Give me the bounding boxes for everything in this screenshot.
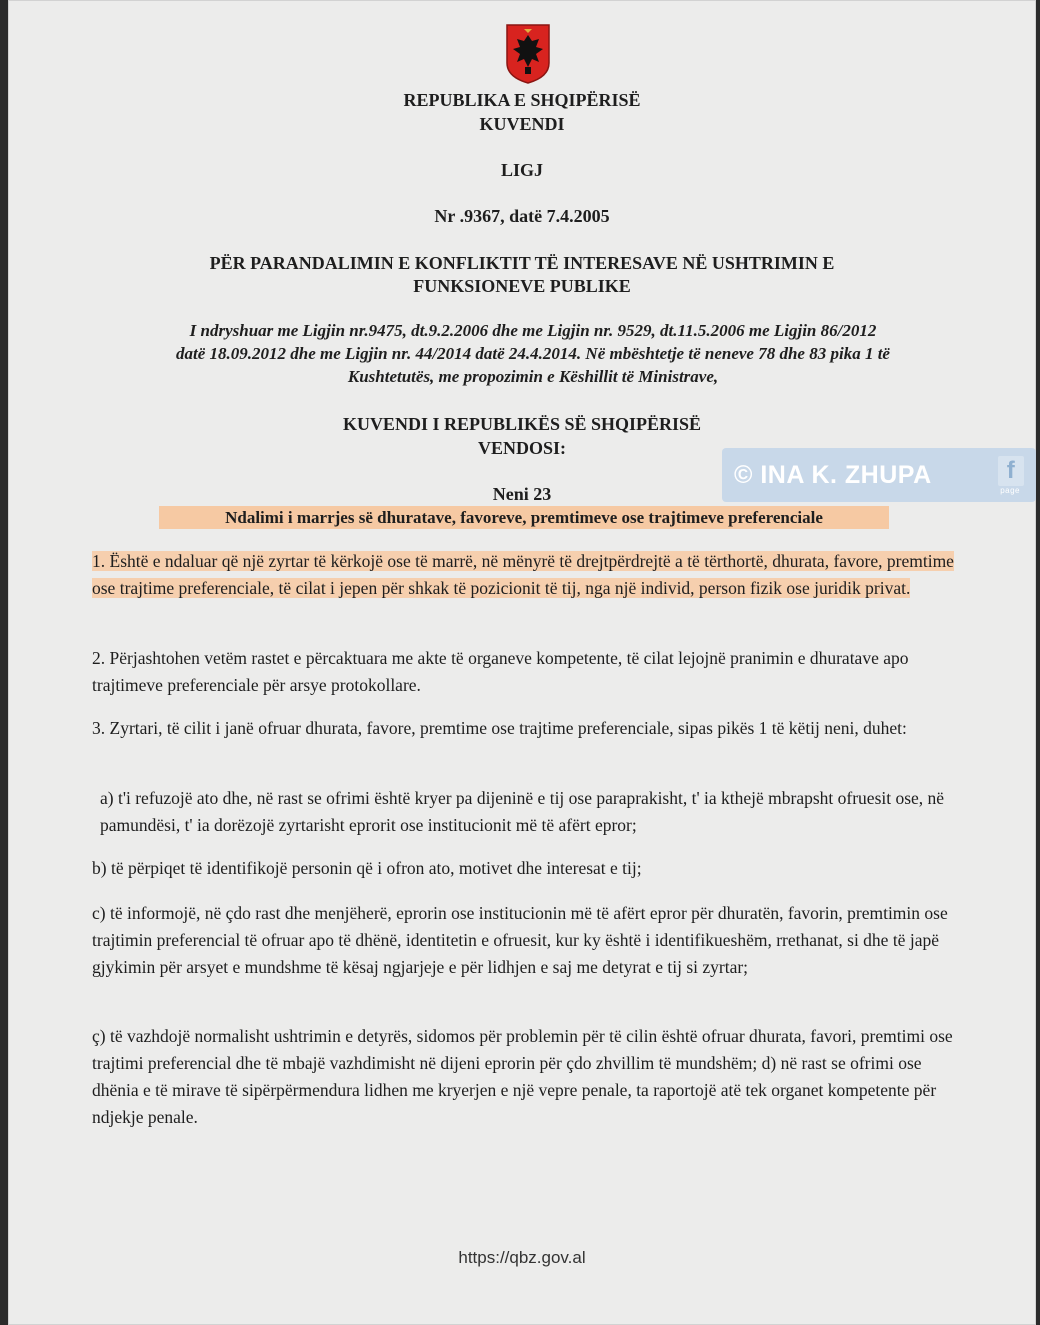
- source-url: https://qbz.gov.al: [458, 1248, 586, 1267]
- paragraph-1-text: 1. Është e ndaluar që një zyrtar të kërkojë ose të marrë, në mënyrë të drejtpërdrejtë a të tërthortë, dhurata, favore, premtime ose trajtime preferenciale, të cilat i jepen për shkak të pozicionit të tij, nga një individ, person fizik ose juridik privat.: [92, 551, 954, 598]
- republic-name: REPUBLIKA E SHQIPËRISË: [403, 90, 641, 110]
- document-page: [8, 0, 1036, 1325]
- watermark-page-label: page: [1000, 486, 1020, 495]
- amendment-note-line-3: Kushtetutës, me propozimin e Këshillit të Ministrave,: [347, 367, 719, 386]
- law-number: Nr .9367, datë 7.4.2005: [434, 206, 610, 226]
- point-b: b) të përpiqet të identifikojë personin që i ofron ato, motivet dhe interesat e tij;: [92, 858, 642, 878]
- amendment-note-line-2: datë 18.09.2012 dhe me Ligjin nr. 44/2014 datë 24.4.2014. Në mbështetje të neneve 78 dhe 83 pika 1 të: [176, 344, 890, 363]
- amendment-note-line-1: I ndryshuar me Ligjin nr.9475, dt.9.2.2006 dhe me Ligjin nr. 9529, dt.11.5.2006 me Ligjin 86/2012: [189, 321, 877, 340]
- law-title-line-1: PËR PARANDALIMIN E KONFLIKTIT TË INTERESAVE NË USHTRIMIN E: [209, 253, 835, 273]
- paragraph-1: [92, 548, 962, 602]
- law-title-line-2: FUNKSIONEVE PUBLIKE: [413, 276, 631, 296]
- facebook-icon: f: [998, 456, 1024, 486]
- paragraph-2: 2. Përjashtohen vetëm rastet e përcaktuara me akte të organeve kompetente, të cilat lejojnë pranimin e dhuratave apo trajtimeve preferenciale për arsye protokollare.: [92, 648, 909, 695]
- albanian-emblem-icon: [505, 23, 551, 85]
- document-type: LIGJ: [500, 160, 543, 180]
- point-a: a) t'i refuzojë ato dhe, në rast se ofrimi është kryer pa dijeninë e tij ose paraprakisht, t' ia kthejë mbrapsht ofruesit ose, në pamundësi, t' ia dorëzojë zyrtarisht eprorit ose institucionit më të afërt epror;: [100, 788, 945, 835]
- point-c: c) të informojë, në çdo rast dhe menjëherë, eprorin ose institucionin më të afërt epror për dhuratën, favorin, premtimin ose trajtimin preferencial të ofruar apo të dhënë, identitetin e ofruesit, kur ky është i identifikueshëm, rrethanat, si dhe të japë gjykimin për arsyet e mundshme të kësaj ngjarjeje e për lidhjen e saj me detyrat e tij si zyrtar;: [92, 903, 948, 977]
- decision-verb: VENDOSI:: [477, 438, 566, 458]
- watermark-text: © INA K. ZHUPA: [734, 461, 932, 489]
- point-cedilla-d: ç) të vazhdojë normalisht ushtrimin e detyrës, sidomos për problemin për të cilin është ofruar dhurata, favori, premtimi ose trajtimi preferencial dhe të mbajë vazhdimisht në dijeni eprorin për çdo zhvillim të mundshëm; d) në rast se ofrimi ose dhënia e të mirave të sipërpërmendura lidhen me kryerjen e një vepre penale, ta raportojë atë tek organet kompetente për ndjekje penale.: [92, 1026, 953, 1127]
- article-title: Ndalimi i marrjes së dhuratave, favoreve, premtimeve ose trajtimeve preferenciale: [159, 506, 889, 529]
- assembly-name: KUVENDI: [479, 114, 565, 134]
- decision-body: KUVENDI I REPUBLIKËS SË SHQIPËRISË: [342, 414, 702, 434]
- article-heading: Neni 23: [492, 484, 552, 504]
- paragraph-3: 3. Zyrtari, të cilit i janë ofruar dhurata, favore, premtime ose trajtime preferenciale, sipas pikës 1 të këtij neni, duhet:: [92, 718, 907, 738]
